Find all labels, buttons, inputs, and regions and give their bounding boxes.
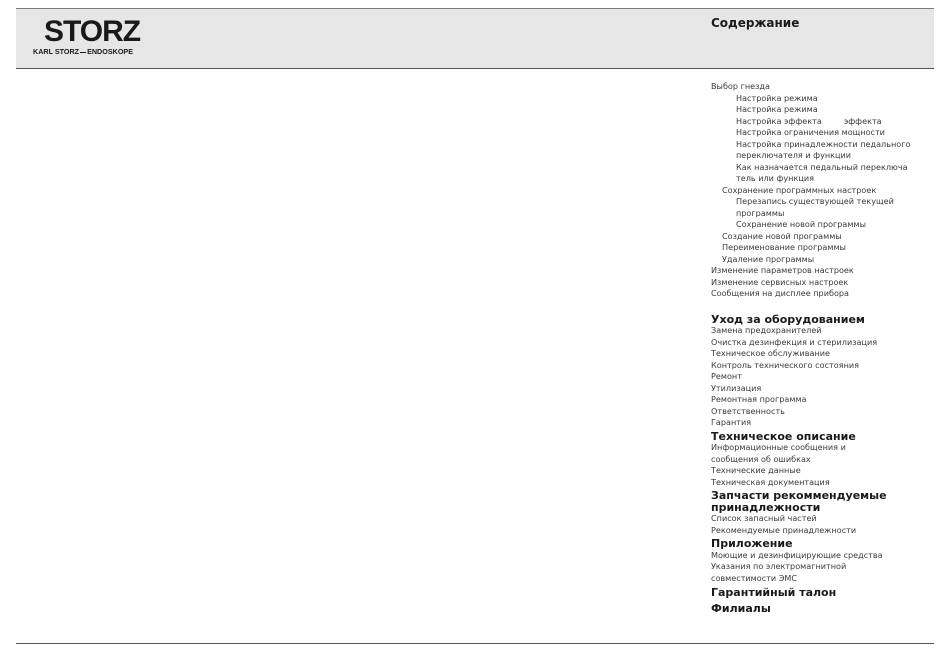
toc-section-title[interactable]: Приложение: [711, 537, 793, 550]
toc-entry[interactable]: Сохранение новой программы: [736, 219, 866, 229]
logo-sub-right: ENDOSKOPE: [87, 47, 133, 56]
toc-entry[interactable]: Настройка принадлежности педального: [736, 138, 911, 149]
toc-entry[interactable]: Изменение параметров настроек: [711, 265, 854, 275]
toc-entry[interactable]: [711, 116, 934, 128]
toc-entry[interactable]: тель или функция: [736, 173, 815, 183]
toc-section-title[interactable]: Филиалы: [711, 601, 771, 615]
toc-entry[interactable]: Моющие и дезинфицирующие средства: [711, 549, 883, 560]
toc-entry[interactable]: Переименование программы: [722, 242, 846, 252]
toc-entry[interactable]: Выбор гнезда: [711, 81, 770, 91]
toc-entry[interactable]: Замена предохранителей: [711, 325, 822, 335]
toc-entry[interactable]: совместимости ЭМС: [711, 572, 798, 583]
toc-entry-part: эффекта: [843, 115, 882, 126]
toc-section-title[interactable]: Запчасти рекоммендуемые: [711, 489, 887, 502]
toc-entry[interactable]: Создание новой программы: [722, 230, 842, 241]
toc-entry[interactable]: Ремонтная программа: [711, 394, 807, 404]
logo-brand: STORZ: [44, 15, 141, 48]
logo-dash: [80, 52, 86, 53]
toc-entry[interactable]: Как назначается педальный переключа: [736, 161, 908, 172]
toc-entry[interactable]: Настройка режима: [736, 92, 818, 103]
toc-entry[interactable]: Рекомендуемые принадлежности: [711, 524, 857, 535]
karl-storz-logo: [33, 17, 163, 61]
toc-heading: Содержание: [711, 16, 800, 30]
toc-entry[interactable]: Настройка режима: [736, 104, 818, 114]
toc-entry[interactable]: Информационные сообщения и: [711, 442, 846, 452]
toc-section-title[interactable]: принадлежности: [711, 500, 821, 514]
toc-entry[interactable]: Утилизация: [711, 382, 762, 393]
toc-entry[interactable]: Удаление программы: [722, 253, 815, 264]
toc-entry-part: Настройка эффекта: [736, 115, 822, 126]
toc-entry[interactable]: Сохранение программных настроек: [722, 184, 877, 195]
footer-rule: [16, 643, 934, 644]
toc-entry[interactable]: Контроль технического состояния: [711, 359, 859, 370]
toc-entry[interactable]: Перезапись существующей текущей: [736, 196, 894, 206]
toc-entry[interactable]: Указания по электромагнитной: [711, 561, 847, 571]
toc-section-title[interactable]: Техническое описание: [711, 429, 856, 443]
toc-section-title[interactable]: Уход за оборудованием: [711, 312, 865, 326]
toc-entry[interactable]: Список запасный частей: [711, 513, 817, 523]
toc-entry[interactable]: сообщения об ошибках: [711, 453, 811, 464]
toc-entry[interactable]: Сообщения на дисплее прибора: [711, 288, 850, 298]
header-rule: [16, 68, 934, 69]
table-of-contents: [711, 81, 934, 614]
toc-entry[interactable]: Очистка дезинфекция и стерилизация: [711, 336, 878, 347]
logo-sub-left: KARL STORZ: [33, 47, 80, 56]
toc-entry[interactable]: переключателя и функции: [736, 150, 852, 160]
toc-entry[interactable]: Техническое обслуживание: [711, 348, 831, 358]
toc-entry[interactable]: Изменение сервисных настроек: [711, 276, 849, 287]
toc-entry[interactable]: Технические данные: [711, 465, 801, 475]
toc-entry[interactable]: Настройка ограничения мощности: [736, 127, 885, 137]
toc-entry[interactable]: Гарантия: [711, 417, 752, 427]
toc-entry[interactable]: Техническая документация: [711, 476, 830, 487]
toc-entry[interactable]: Ремонт: [711, 371, 742, 381]
toc-entry[interactable]: программы: [736, 207, 785, 218]
toc-entry[interactable]: Ответственность: [711, 405, 785, 416]
toc-section-title[interactable]: Гарантийный талон: [711, 586, 837, 599]
logo-subtitle: [33, 48, 133, 56]
